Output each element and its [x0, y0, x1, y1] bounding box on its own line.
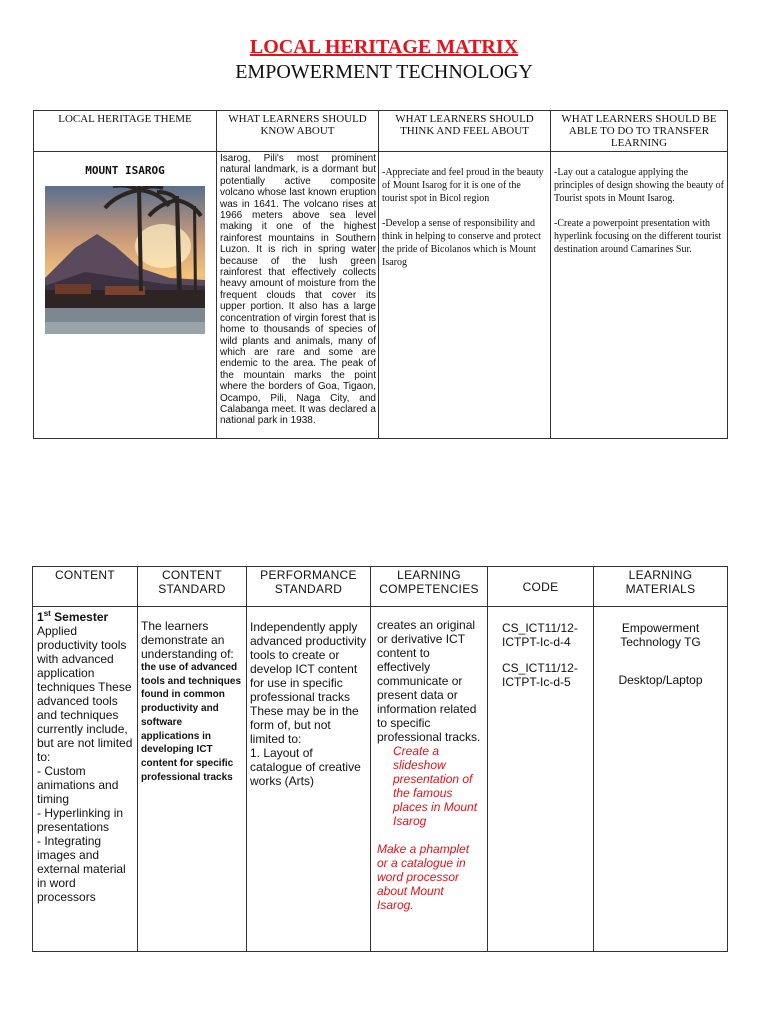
header-learning-competencies: LEARNING COMPETENCIES — [371, 567, 488, 607]
material-item: Desktop/Laptop — [618, 673, 703, 687]
curriculum-table — [32, 566, 728, 952]
page-title: LOCAL HERITAGE MATRIX — [249, 36, 519, 58]
content-standard-intro: The learners demonstrate an understanding of: — [141, 619, 234, 661]
heritage-header-row — [34, 111, 728, 152]
header-heritage-theme: LOCAL HERITAGE THEME — [34, 111, 217, 152]
curriculum-row — [33, 607, 728, 952]
competency-activity: Create a slideshow presentation of the famous places in Mount Isarog — [393, 744, 478, 828]
header-performance-standard: PERFORMANCE STANDARD — [247, 567, 371, 607]
competency-activity: Make a phamplet or a catalogue in word processor about Mount Isarog. — [377, 842, 470, 912]
think-feel-item: -Appreciate and feel proud in the beauty of Mount Isarog for it is one of the tourist spot in Bicol region — [382, 167, 544, 204]
performance-standard-text: Independently apply advanced productivity tools to create or develop ICT content for use in specific professional tracks These may be in the form of, but not limited to: — [250, 620, 367, 746]
code-cell — [488, 607, 594, 952]
content-item: - Hyperlinking in presentations — [37, 806, 124, 834]
heritage-matrix-table — [33, 110, 728, 439]
transfer-cell — [551, 152, 728, 439]
know-about-cell — [217, 152, 379, 439]
know-about-text: Isarog, Pili's most prominent natural landmark, is a dormant but potentially active composite volcano whose last known eruption was in 1641. The volcano rises at 1966 meters above sea level making it one of the highest rainforest mountains in Southern Luzon. It is rich in spring water because of the lush green rainforest that effectively collects heavy amount of moisture from the frequent clouds that cover its upper portion. It also has a large concentration of virgin forest that is home to thousands of species of wild plants and animals, many of which are rare and some are endemic to the area. The peak of the mountain marks the point where the borders of Goa, Tigaon, Ocampo, Pili, Naga City, and Calabanga meet. It was declared a national park in 1938. — [220, 153, 376, 427]
materials-cell — [594, 607, 728, 952]
header-content: CONTENT — [33, 567, 138, 607]
mount-isarog-photo — [45, 186, 205, 334]
performance-item: 1. Layout of catalogue of creative works (Arts) — [250, 746, 361, 788]
competency-text: creates an original or derivative ICT content to effectively communicate or present data or information related to specific professional tracks. — [377, 618, 481, 744]
page-subtitle: EMPOWERMENT TECHNOLOGY — [235, 61, 533, 83]
think-feel-cell — [379, 152, 551, 439]
header-code: CODE — [488, 567, 594, 607]
code-item: CS_ICT11/12-ICTPT-Ic-d-4 — [502, 621, 578, 649]
content-item: - Integrating images and external material in word processors — [37, 834, 126, 904]
performance-standard-cell — [247, 607, 371, 952]
transfer-item: -Lay out a catalogue applying the principles of design showing the beauty of Tourist spots in Mount Isarog. — [554, 167, 724, 204]
curriculum-header-row — [33, 567, 728, 607]
content-cell — [33, 607, 138, 952]
competencies-cell — [371, 607, 488, 952]
header-think-feel: WHAT LEARNERS SHOULD THINK AND FEEL ABOUT — [379, 111, 551, 152]
heritage-row — [34, 152, 728, 439]
header-transfer-learning: WHAT LEARNERS SHOULD BE ABLE TO DO TO TRANSFER LEARNING — [551, 111, 728, 152]
header-learning-materials: LEARNING MATERIALS — [594, 567, 728, 607]
header-know-about: WHAT LEARNERS SHOULD KNOW ABOUT — [217, 111, 379, 152]
content-text: Applied productivity tools with advanced application techniques These advanced tools and techniques currently include, but are not limited to: — [37, 624, 133, 764]
think-feel-item: -Develop a sense of responsibility and think in helping to conserve and protect the pride of Bicolanos which is Mount Isarog — [382, 218, 541, 268]
material-item: Empowerment Technology TG — [620, 621, 701, 649]
transfer-item: -Create a powerpoint presentation with hyperlink focusing on the different tourist destination around Camarines Sur. — [554, 218, 722, 255]
theme-label: MOUNT ISAROG — [85, 164, 165, 177]
code-item: CS_ICT11/12-ICTPT-Ic-d-5 — [502, 661, 578, 689]
content-standard-detail: the use of advanced tools and techniques found in common productivity and software applications in developing ICT content for specific professional tracks — [141, 662, 242, 783]
semester-label: 1st Semester — [37, 609, 109, 624]
header-content-standard: CONTENT STANDARD — [138, 567, 247, 607]
theme-cell — [34, 152, 217, 439]
content-standard-cell — [138, 607, 247, 952]
content-item: - Custom animations and timing — [37, 764, 119, 806]
